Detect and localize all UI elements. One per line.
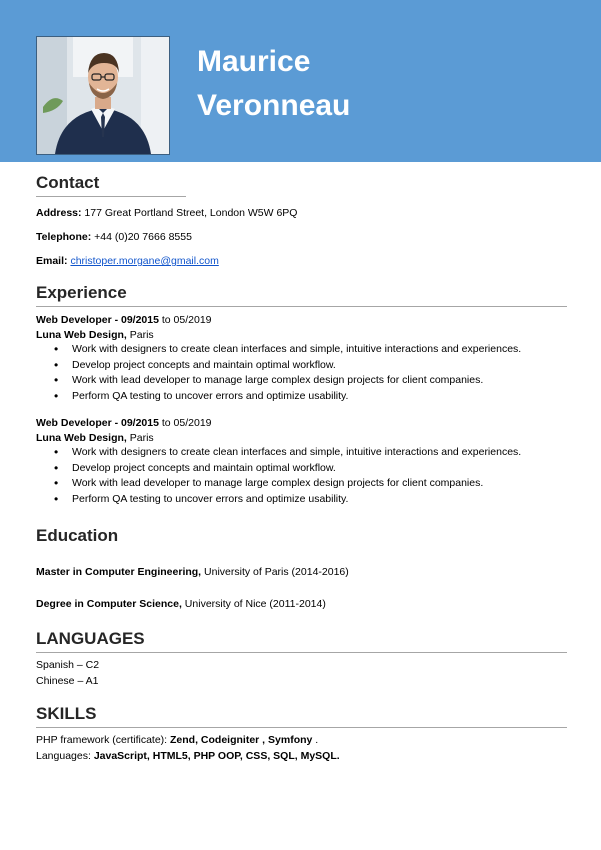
job-title-bold: Web Developer - 09/2015 (36, 417, 159, 429)
email-link[interactable]: christoper.morgane@gmail.com (70, 255, 219, 267)
education-item (36, 566, 567, 579)
telephone-label: Telephone: (36, 231, 92, 243)
skills-heading: SKILLS (36, 704, 97, 723)
resume-content (36, 172, 567, 763)
language-item: Spanish – C2 (36, 659, 100, 671)
telephone-value: +44 (0)20 7666 8555 (91, 231, 192, 243)
experience-section (36, 282, 567, 507)
job-duties-list (36, 445, 567, 507)
job-title (36, 417, 567, 430)
school-name: University of Paris (2014-2016) (201, 566, 349, 578)
telephone-line (36, 231, 567, 244)
education-section (36, 525, 567, 611)
list-item: • Perform QA testing to uncover errors and optimize usability. (36, 389, 567, 405)
list-item: • Perform QA testing to uncover errors and optimize usability. (36, 492, 567, 508)
skill-line (36, 734, 567, 747)
address-value: 177 Great Portland Street, London W5W 6PQ (81, 207, 298, 219)
candidate-name (197, 40, 577, 128)
company-location: Paris (126, 329, 154, 341)
company-name: Luna Web Design, (36, 329, 127, 341)
contact-heading: Contact (36, 173, 100, 192)
list-item: • Develop project concepts and maintain optimal workflow. (36, 358, 567, 374)
degree-name: Master in Computer Engineering, (36, 566, 202, 578)
list-item: • Work with lead developer to manage large complex design projects for client companies. (36, 373, 567, 389)
job-entry (36, 417, 567, 507)
job-duties-list (36, 342, 567, 404)
experience-divider (36, 306, 567, 307)
skill-line (36, 750, 567, 763)
job-entry (36, 314, 567, 404)
job-dates: to 05/2019 (158, 314, 212, 326)
skill-value: JavaScript, HTML5, PHP OOP, CSS, SQL, MySQL. (93, 750, 340, 762)
last-name: Veronneau (197, 89, 351, 122)
school-name: University of Nice (2011-2014) (181, 598, 326, 610)
skill-end: . (312, 734, 319, 746)
profile-photo (36, 36, 170, 155)
contact-divider (36, 196, 186, 197)
skill-label: PHP framework (certificate): (36, 734, 171, 746)
skill-label: Languages: (36, 750, 94, 762)
languages-divider (36, 652, 567, 653)
experience-heading: Experience (36, 283, 127, 302)
address-line (36, 207, 567, 220)
job-company (36, 432, 567, 445)
company-location: Paris (126, 432, 154, 444)
list-item: • Work with designers to create clean interfaces and simple, intuitive interactions and experiences. (36, 445, 567, 461)
address-label: Address: (36, 207, 82, 219)
email-line (36, 255, 567, 268)
job-company (36, 329, 567, 342)
list-item: • Develop project concepts and maintain optimal workflow. (36, 461, 567, 477)
skills-section (36, 703, 567, 763)
education-heading: Education (36, 526, 119, 545)
education-item (36, 598, 567, 611)
job-title-bold: Web Developer - 09/2015 (36, 314, 159, 326)
languages-section (36, 628, 567, 688)
contact-section (36, 172, 567, 268)
languages-heading: LANGUAGES (36, 629, 145, 648)
skills-divider (36, 727, 567, 728)
skill-value: Zend, Codeigniter , Symfony (170, 734, 313, 746)
degree-name: Degree in Computer Science, (36, 598, 182, 610)
company-name: Luna Web Design, (36, 432, 127, 444)
job-title (36, 314, 567, 327)
first-name: Maurice (197, 45, 311, 78)
language-item: Chinese – A1 (36, 675, 99, 687)
list-item: • Work with designers to create clean interfaces and simple, intuitive interactions and experiences. (36, 342, 567, 358)
header-banner (0, 0, 601, 162)
email-label: Email: (36, 255, 68, 267)
list-item: • Work with lead developer to manage large complex design projects for client companies. (36, 476, 567, 492)
job-dates: to 05/2019 (158, 417, 212, 429)
